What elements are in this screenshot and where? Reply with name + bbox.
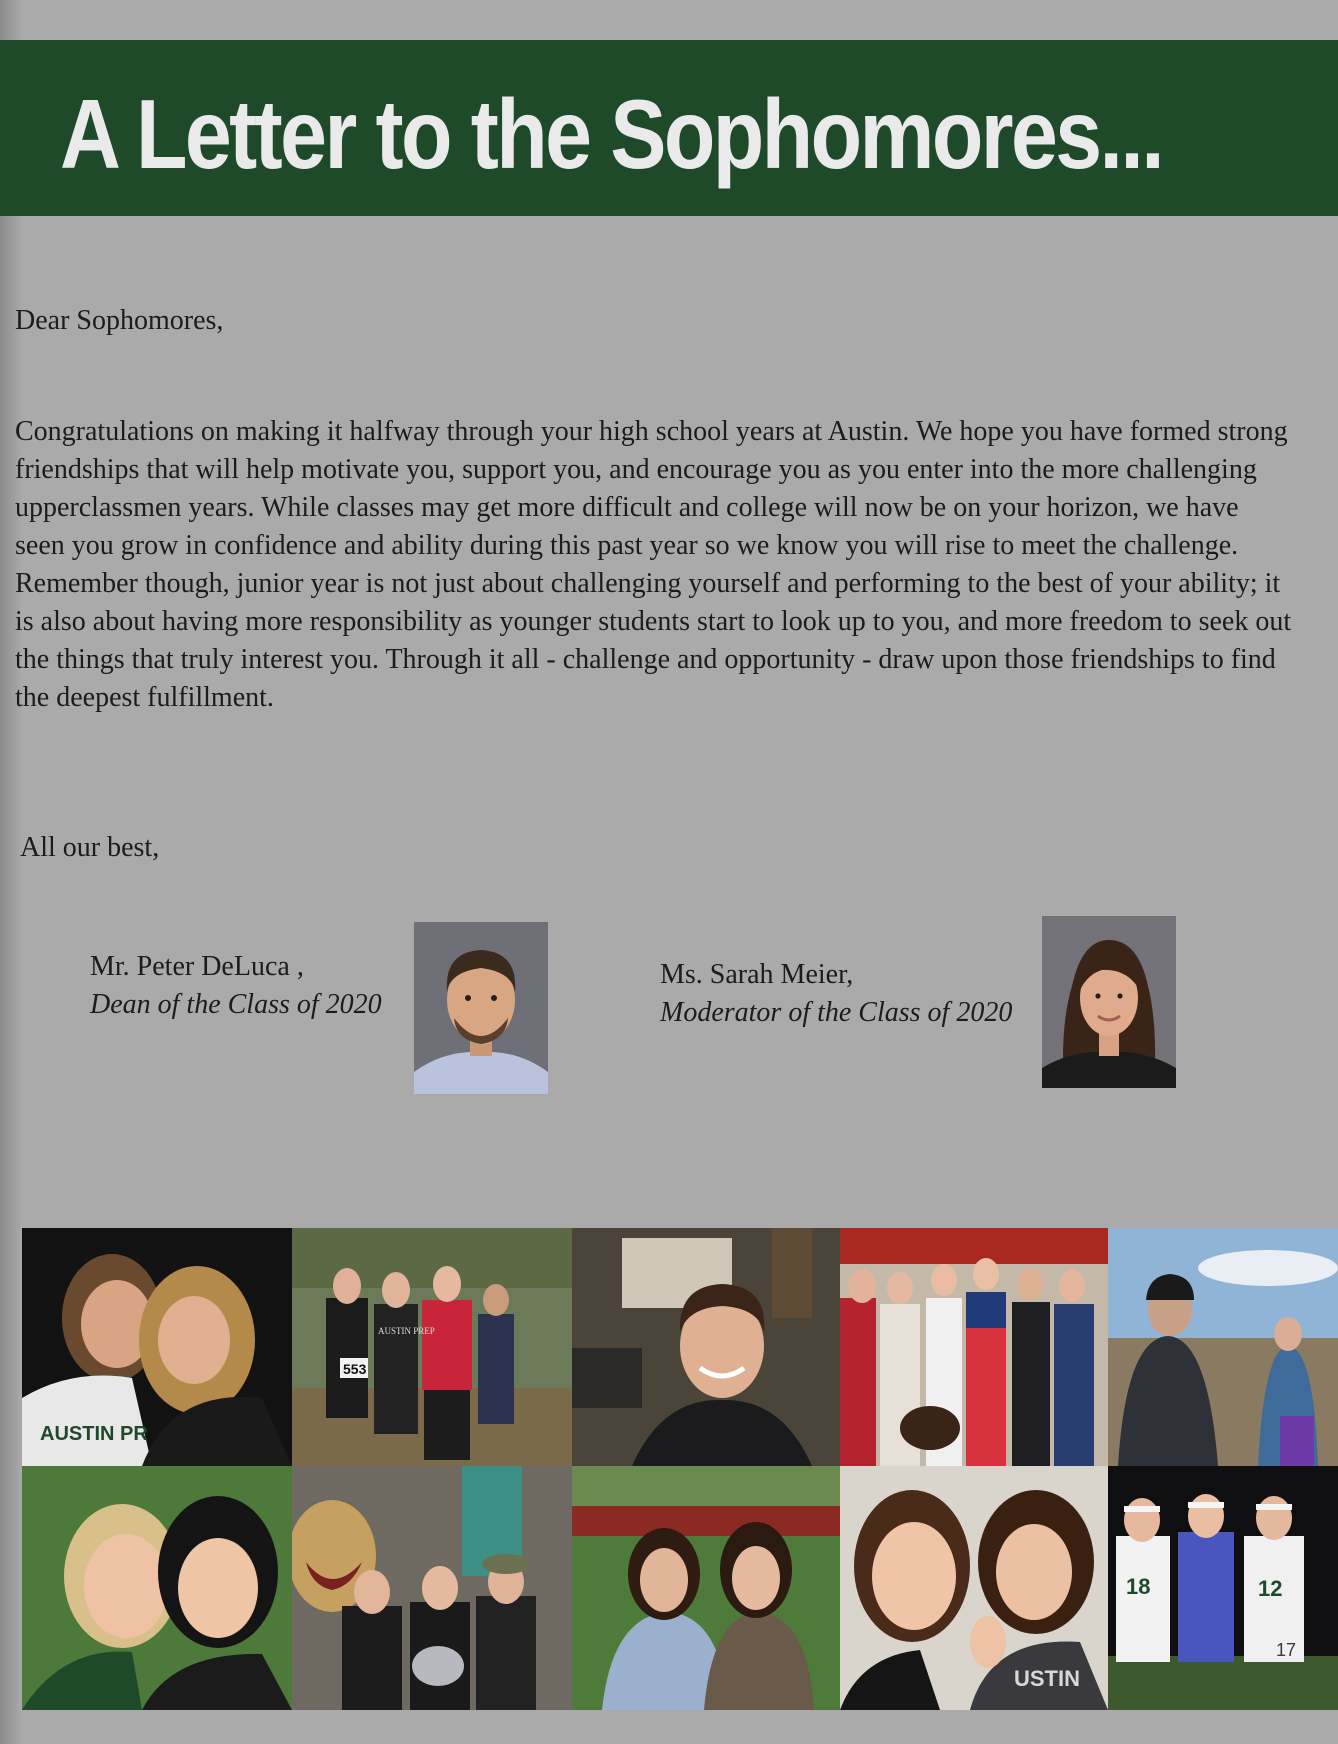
jersey-number: 18 — [1126, 1574, 1151, 1599]
signature-meier — [660, 956, 1012, 1032]
race-bib-number: 553 — [343, 1361, 367, 1377]
sweatshirt-text: USTIN — [1014, 1666, 1080, 1691]
signature-name: Mr. Peter DeLuca , — [90, 951, 304, 982]
photo-two-girls-stadium — [572, 1466, 840, 1710]
jersey-number: 12 — [1258, 1576, 1283, 1601]
page-number: 17 — [1275, 1640, 1296, 1660]
photo-selfie-thumbs-up — [840, 1466, 1108, 1710]
signature-deluca — [90, 948, 382, 1024]
photo-soccer-players — [1108, 1466, 1338, 1710]
photo-hiking-outdoors — [1108, 1228, 1338, 1466]
portrait-man-image — [414, 922, 548, 1094]
photo-mascot-pep-rally — [292, 1466, 572, 1710]
signature-role: Dean of the Class of 2020 — [90, 989, 382, 1020]
photo-two-girls-smiling — [22, 1466, 292, 1710]
letter-body: Congratulations on making it halfway through your high school years at Austin. We hope you have formed strong friendships that will help motivate you, support you, and encourage you as you enter into the more challenging upperclassmen years. While classes may get more difficult and college will now be on your horizon, we have seen you grow in confidence and ability during this past year so we know you will rise to meet the challenge. Remember though, junior year is not just about challenging yourself and performing to the best of your ability; it is also about having more responsibility as younger students start to look up to you, and more freedom to seek out the things that truly interest you. Through it all - challenge and opportunity - draw upon those friendships to find the deepest fulfillment. — [15, 416, 1292, 713]
photo-group-spirit-day — [840, 1228, 1108, 1466]
signature-name: Ms. Sarah Meier, — [660, 959, 854, 990]
page-title: A Letter to the Sophomores... — [60, 79, 1163, 189]
photo-two-girls-night — [22, 1228, 292, 1466]
photo-boy-classroom — [572, 1228, 840, 1466]
portrait-meier — [1042, 916, 1176, 1088]
photo-collage — [22, 1228, 1338, 1710]
jersey-text: AUSTIN PR — [40, 1423, 148, 1445]
page-binding-edge — [0, 0, 22, 1744]
shirt-text: AUSTIN PREP — [378, 1326, 435, 1336]
signature-role: Moderator of the Class of 2020 — [660, 997, 1013, 1028]
portrait-deluca — [414, 922, 548, 1094]
portrait-woman-image — [1042, 916, 1176, 1088]
photo-cross-country-team — [292, 1228, 572, 1466]
letter-salutation: Dear Sophomores, — [15, 305, 224, 336]
letter-closing: All our best, — [20, 832, 160, 863]
